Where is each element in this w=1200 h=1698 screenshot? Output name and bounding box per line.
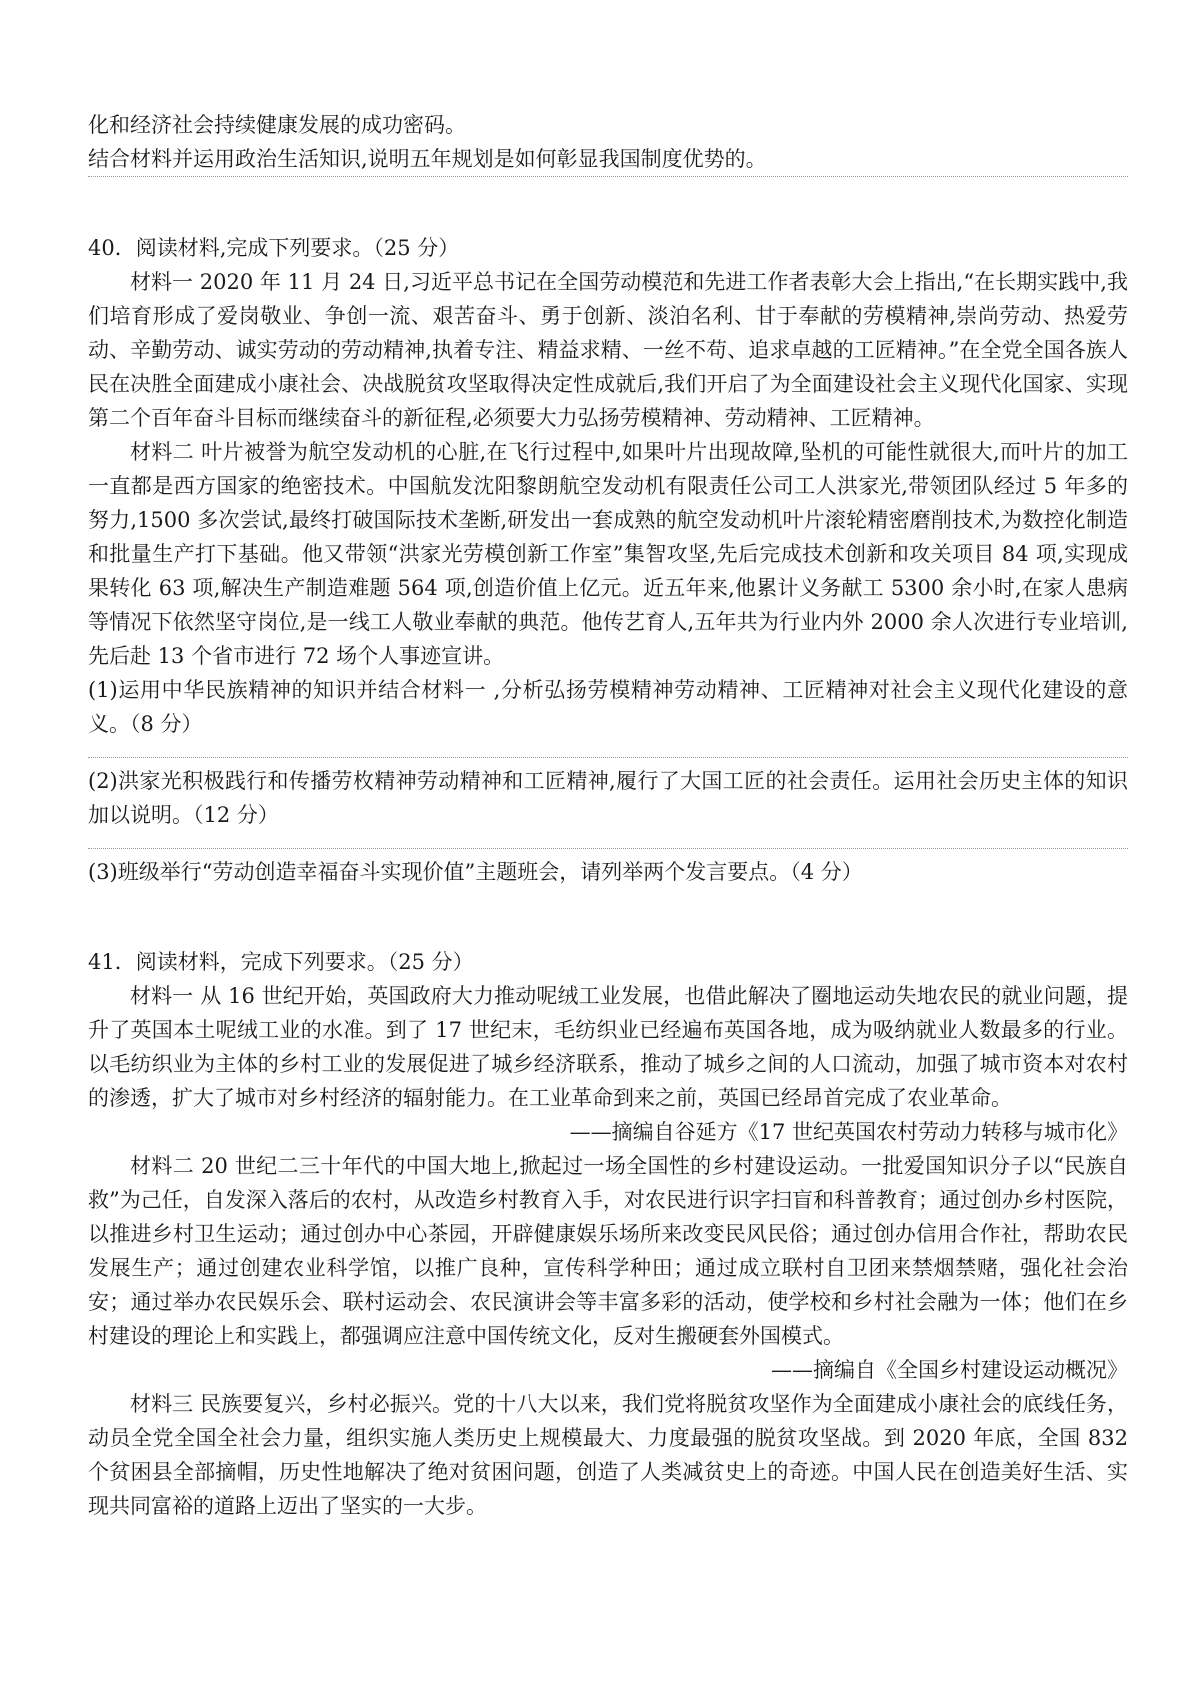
q41-source-1: ——摘编自谷延方《17 世纪英国农村劳动力转移与城市化》: [569, 1120, 1128, 1144]
q40-subquestion-1: (1)运用中华民族精神的知识并结合材料一 ,分析弘扬劳模精神劳动精神、工匠精神对社会主义现代化建设的意义。（8 分）: [88, 678, 1128, 736]
answer-line: [88, 741, 1128, 758]
q41-material-2: 材料二 20 世纪二三十年代的中国大地上,掀起过一场全国性的乡村建设运动。一批爱国知识分子以“民族自救”为己任，自发深入落后的农村，从改造乡村教育入手，对农民进行识字扫盲和科普教育；通过创办乡村医院，以推进乡村卫生运动；通过创办中心茶园，开辟健康娱乐场所来改变民风民俗；通过创办信用合作社，帮助农民发展生产；通过创建农业科学馆，以推广良种，宣传科学种田；通过成立联村自卫团来禁烟禁赌，强化社会治安；通过举办农民娱乐会、联村运动会、农民演讲会等丰富多彩的活动，使学校和乡村社会融为一体；他们在乡村建设的理论上和实践上，都强调应注意中国传统文化，反对生搬硬套外国模式。: [88, 1154, 1128, 1348]
question-41-heading: 41．阅读材料，完成下列要求。（25 分）: [88, 950, 474, 974]
q41-source-2: ——摘编自《全国乡村建设运动概况》: [771, 1358, 1128, 1382]
question-40-heading: 40．阅读材料,完成下列要求。（25 分）: [88, 236, 460, 260]
q41-material-3: 材料三 民族要复兴，乡村必振兴。党的十八大以来，我们党将脱贫攻坚作为全面建成小康社会的底线任务，动员全党全国全社会力量，组织实施人类历史上规模最大、力度最强的脱贫攻坚战。到 2020 年底，全国 832 个贫困县全部摘帽，历史性地解决了绝对贫困问题，创造了人类减贫史上的奇迹。中国人民在创造美好生活、实现共同富裕的道路上迈出了坚实的一大步。: [88, 1392, 1128, 1518]
answer-space: [88, 889, 1128, 945]
question-prompt: 结合材料并运用政治生活知识,说明五年规划是如何彰显我国制度优势的。: [88, 142, 1128, 177]
exam-page: [88, 108, 1128, 1523]
q40-subquestion-3: (3)班级举行“劳动创造幸福奋斗实现价值”主题班会，请列举两个发言要点。（4 分）: [88, 860, 863, 884]
q40-subquestion-2: (2)洪家光积极践行和传播劳枚精神劳动精神和工匠精神,履行了大国工匠的社会责任。运用社会历史主体的知识加以说明。（12 分）: [88, 769, 1128, 827]
q40-material-1: 材料一 2020 年 11 月 24 日,习近平总书记在全国劳动模范和先进工作者表彰大会上指出,“在长期实践中,我们培育形成了爱岗敬业、争创一流、艰苦奋斗、勇于创新、淡泊名利、甘于奉献的劳模精神,崇尚劳动、热爱劳动、辛勤劳动、诚实劳动的劳动精神,执着专注、精益求精、一丝不苟、追求卓越的工匠精神。”在全党全国各族人民在决胜全面建成小康社会、决战脱贫攻坚取得决定性成就后,我们开启了为全面建设社会主义现代化国家、实现第二个百年奋斗目标而继续奋斗的新征程,必须要大力弘扬劳模精神、劳动精神、工匠精神。: [88, 270, 1128, 430]
answer-line: [88, 832, 1128, 849]
answer-space: [88, 177, 1128, 231]
q40-material-2: 材料二 叶片被誉为航空发动机的心脏,在飞行过程中,如果叶片出现故障,坠机的可能性就很大,而叶片的加工一直都是西方国家的绝密技术。中国航发沈阳黎朗航空发动机有限责任公司工人洪家光,带领团队经过 5 年多的努力,1500 多次尝试,最终打破国际技术垄断,研发出一套成熟的航空发动机叶片滚轮精密磨削技术,为数控化制造和批量生产打下基础。他又带领“洪家光劳模创新工作室”集智攻坚,先后完成技术创新和攻关项目 84 项,实现成果转化 63 项,解决生产制造难题 564 项,创造价值上亿元。近五年来,他累计义务献工 5300 余小时,在家人患病等情况下依然坚守岗位,是一线工人敬业奉献的典范。他传艺育人,五年共为行业内外 2000 余人次进行专业培训,先后赴 13 个省市进行 72 场个人事迹宣讲。: [88, 440, 1128, 668]
q41-material-1: 材料一 从 16 世纪开始，英国政府大力推动呢绒工业发展，也借此解决了圈地运动失地农民的就业问题，提升了英国本土呢绒工业的水准。到了 17 世纪末，毛纺织业已经遍布英国各地，成为吸纳就业人数最多的行业。以毛纺织业为主体的乡村工业的发展促进了城乡经济联系，推动了城乡之间的人口流动，加强了城市资本对农村的渗透，扩大了城市对乡村经济的辐射能力。在工业革命到来之前，英国已经昂首完成了农业革命。: [88, 984, 1128, 1110]
text-line: 化和经济社会持续健康发展的成功密码。: [88, 113, 466, 137]
